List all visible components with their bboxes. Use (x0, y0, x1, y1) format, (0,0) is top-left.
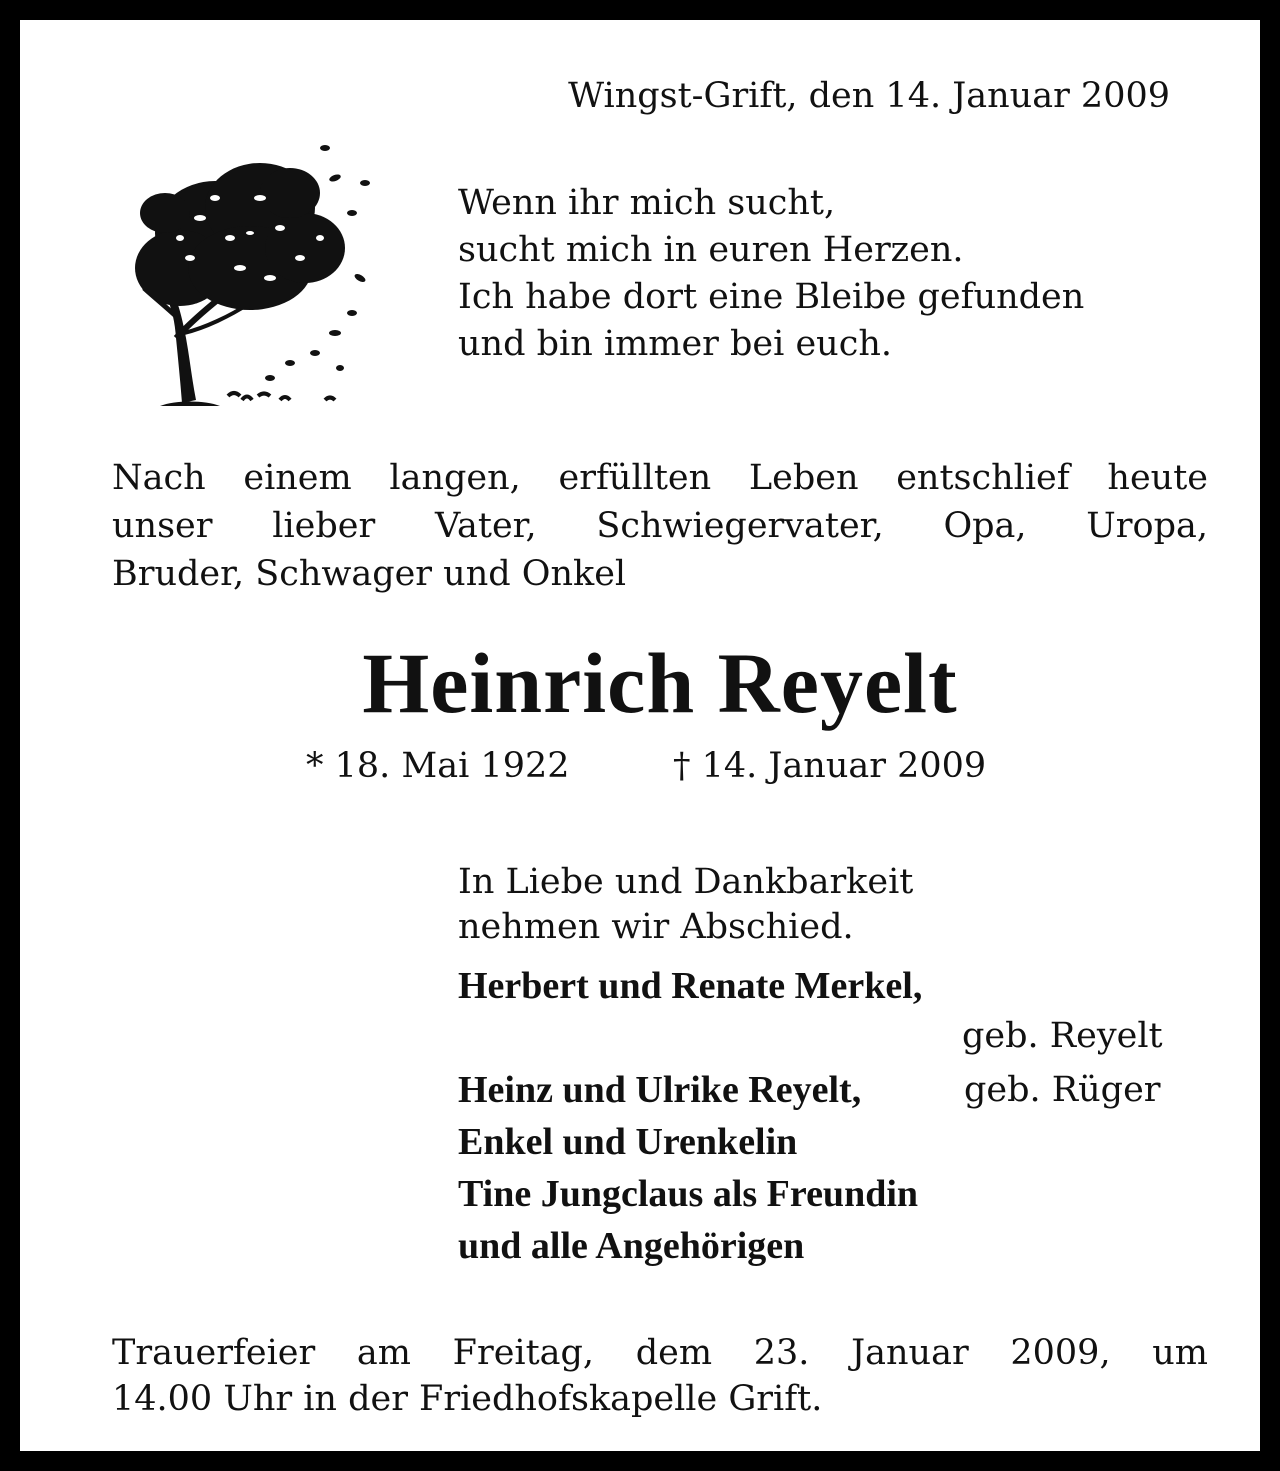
poem (458, 180, 1084, 368)
poem-line: Ich habe dort eine Bleibe gefunden (458, 277, 1085, 317)
poem-line: sucht mich in euren Herzen. (458, 230, 964, 270)
mourner-reyelt-nee: geb. Rüger (964, 1070, 1161, 1110)
farewell-line: nehmen wir Abschied. (458, 907, 854, 947)
funeral-line: 14.00 Uhr in der Friedhofskapelle Grift. (112, 1379, 823, 1419)
announcement-line: Bruder, Schwager und Onkel (112, 554, 627, 594)
mourner-merkel-nee: geb. Reyelt (962, 1016, 1163, 1056)
windblown-tree-icon (120, 138, 380, 413)
deceased-name: Heinrich Reyelt (362, 635, 958, 731)
place-and-date: Wingst-Grift, den 14. Januar 2009 (568, 76, 1170, 116)
announcement-text (112, 454, 1208, 598)
farewell-line: In Liebe und Dankbarkeit (458, 862, 914, 902)
mourner-friend: Tine Jungclaus als Freundin (458, 1173, 919, 1215)
announcement-line: Nach einem langen, erfüllten Leben entschlief heute (112, 458, 1208, 498)
mourner-relatives: und alle Angehörigen (458, 1225, 805, 1267)
funeral-line: Trauerfeier am Freitag, dem 23. Januar 2009, um (112, 1333, 1208, 1373)
farewell-text (458, 860, 913, 950)
poem-line: Wenn ihr mich sucht, (458, 183, 836, 223)
mourner-reyelt: Heinz und Ulrike Reyelt, (458, 1069, 862, 1111)
poem-line: und bin immer bei euch. (458, 324, 892, 364)
funeral-info (112, 1330, 1208, 1422)
announcement-line: unser lieber Vater, Schwiegervater, Opa, Uropa, (112, 506, 1208, 546)
death-date: † 14. Januar 2009 (673, 746, 987, 786)
birth-date: * 18. Mai 1922 (306, 746, 570, 786)
mourner-merkel: Herbert und Renate Merkel, (458, 965, 923, 1007)
mourner-grandchildren: Enkel und Urenkelin (458, 1121, 798, 1163)
